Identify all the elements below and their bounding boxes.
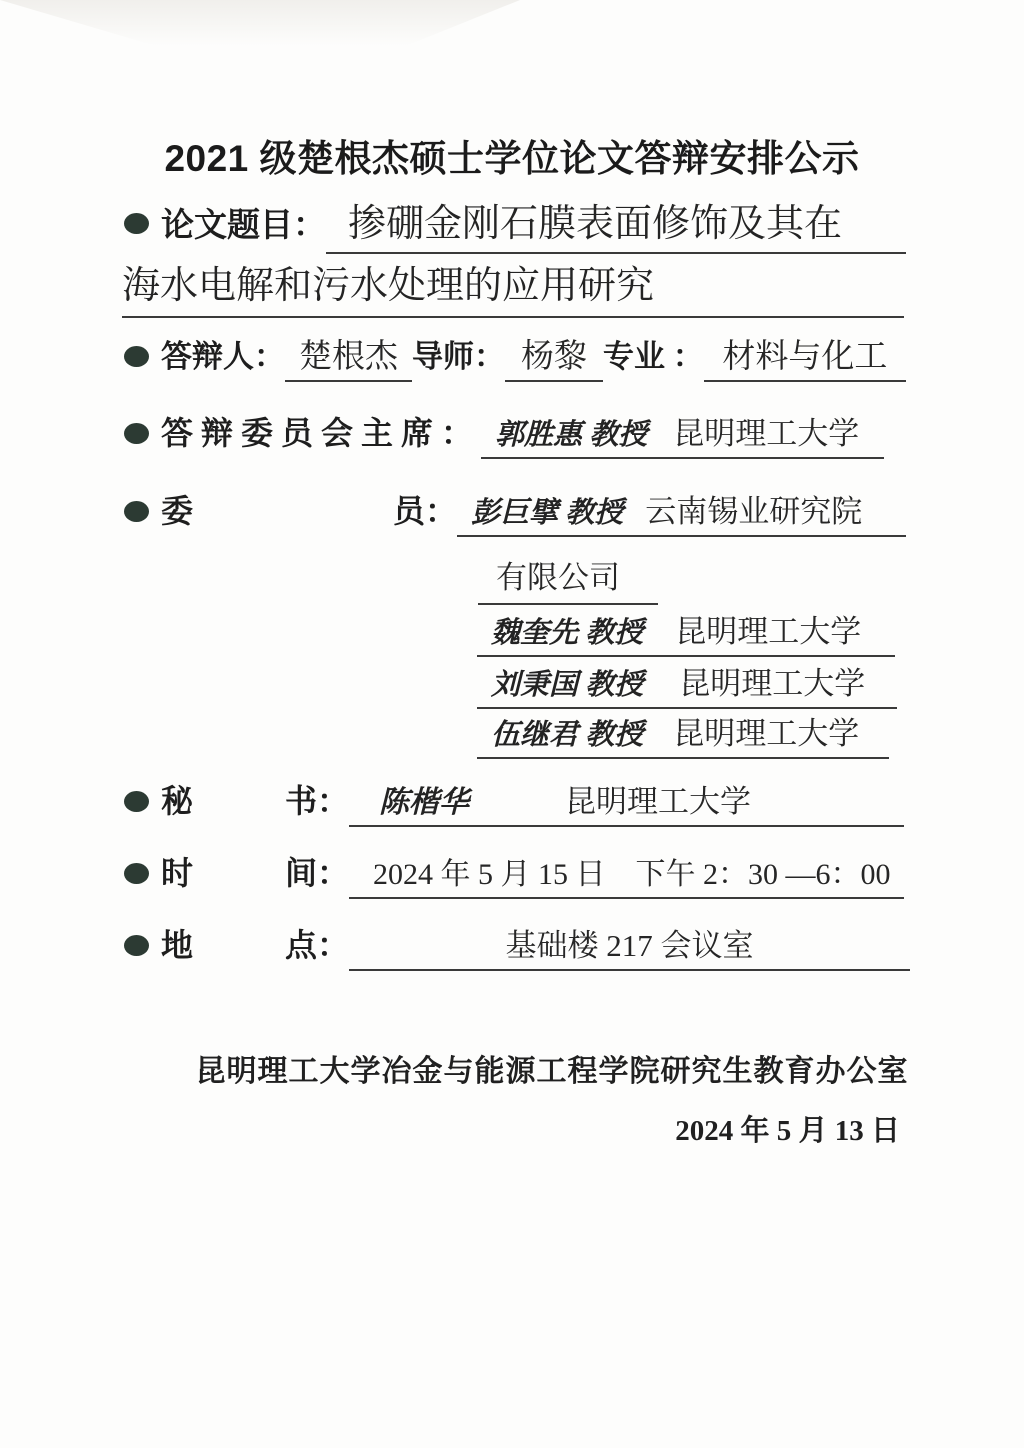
- secretary-affiliation: 昆明理工大学: [565, 784, 751, 819]
- member-affiliation: 昆明理工大学: [679, 666, 866, 701]
- member-affiliation-line2: 有限公司: [478, 552, 658, 605]
- committee-row: [124, 486, 906, 537]
- scan-smudge-artifact: [0, 0, 520, 46]
- footer-date: 2024 年 5 月 13 日: [675, 1115, 900, 1147]
- secretary-label-left: 秘: [161, 783, 194, 819]
- thesis-title-label: 论文题目：: [161, 208, 326, 244]
- major-label: 专业 ：: [603, 339, 704, 374]
- thesis-title-row: [124, 192, 906, 254]
- member-name: 刘秉国 教授: [491, 669, 644, 701]
- committee-row-continuation: [478, 552, 658, 605]
- bullet-icon: [124, 213, 149, 234]
- committee-row: [477, 708, 889, 759]
- time-label-right: 间：: [284, 855, 349, 891]
- place-value: 基础楼 217 会议室: [349, 920, 910, 971]
- committee-label-left: 委: [161, 493, 194, 529]
- member-affiliation: 云南锡业研究院: [645, 494, 863, 529]
- bullet-icon: [124, 501, 149, 522]
- committee-row: [477, 658, 897, 709]
- bullet-icon: [124, 346, 149, 367]
- footer-office: 昆明理工大学冶金与能源工程学院研究生教育办公室: [195, 1055, 909, 1088]
- place-row: [124, 920, 910, 971]
- committee-row: [477, 606, 895, 657]
- bullet-icon: [124, 423, 149, 444]
- member-name: 彭巨擘 教授: [471, 497, 624, 529]
- member-name: 魏奎先 教授: [491, 617, 644, 649]
- thesis-title-line2: 海水电解和污水处理的应用研究: [122, 254, 904, 318]
- place-label-left: 地: [161, 927, 194, 963]
- chair-affiliation: 昆明理工大学: [673, 416, 860, 451]
- secretary-label-right: 书：: [284, 783, 349, 819]
- secretary-name: 陈楷华: [379, 786, 469, 819]
- time-label-left: 时: [161, 855, 194, 891]
- major-value: 材料与化工: [704, 330, 906, 382]
- bullet-icon: [124, 863, 149, 884]
- chair-label: 答辩委员会主席：: [161, 415, 482, 451]
- thesis-title-row2: [122, 254, 904, 318]
- defender-name: 楚根杰: [285, 330, 412, 382]
- time-row: [124, 848, 904, 899]
- defender-row: [124, 330, 906, 382]
- member-affiliation: 昆明理工大学: [675, 614, 862, 649]
- bullet-icon: [124, 935, 149, 956]
- advisor-label: 导师：: [412, 339, 505, 374]
- defender-label: 答辩人：: [161, 339, 285, 374]
- time-value: 2024 年 5 月 15 日 下午 2：30 —6：00: [349, 849, 904, 899]
- member-affiliation: 昆明理工大学: [673, 716, 860, 751]
- chair-name: 郭胜惠 教授: [495, 419, 648, 451]
- chair-row: [124, 408, 884, 459]
- page-title: 2021 级楚根杰硕士学位论文答辩安排公示: [164, 138, 860, 179]
- advisor-name: 杨黎: [505, 330, 603, 382]
- thesis-title-line1: 掺硼金刚石膜表面修饰及其在: [326, 192, 906, 254]
- secretary-row: [124, 776, 904, 827]
- committee-label-right: 员：: [392, 493, 457, 529]
- place-label-right: 点：: [284, 927, 349, 963]
- member-name: 伍继君 教授: [491, 719, 644, 751]
- bullet-icon: [124, 791, 149, 812]
